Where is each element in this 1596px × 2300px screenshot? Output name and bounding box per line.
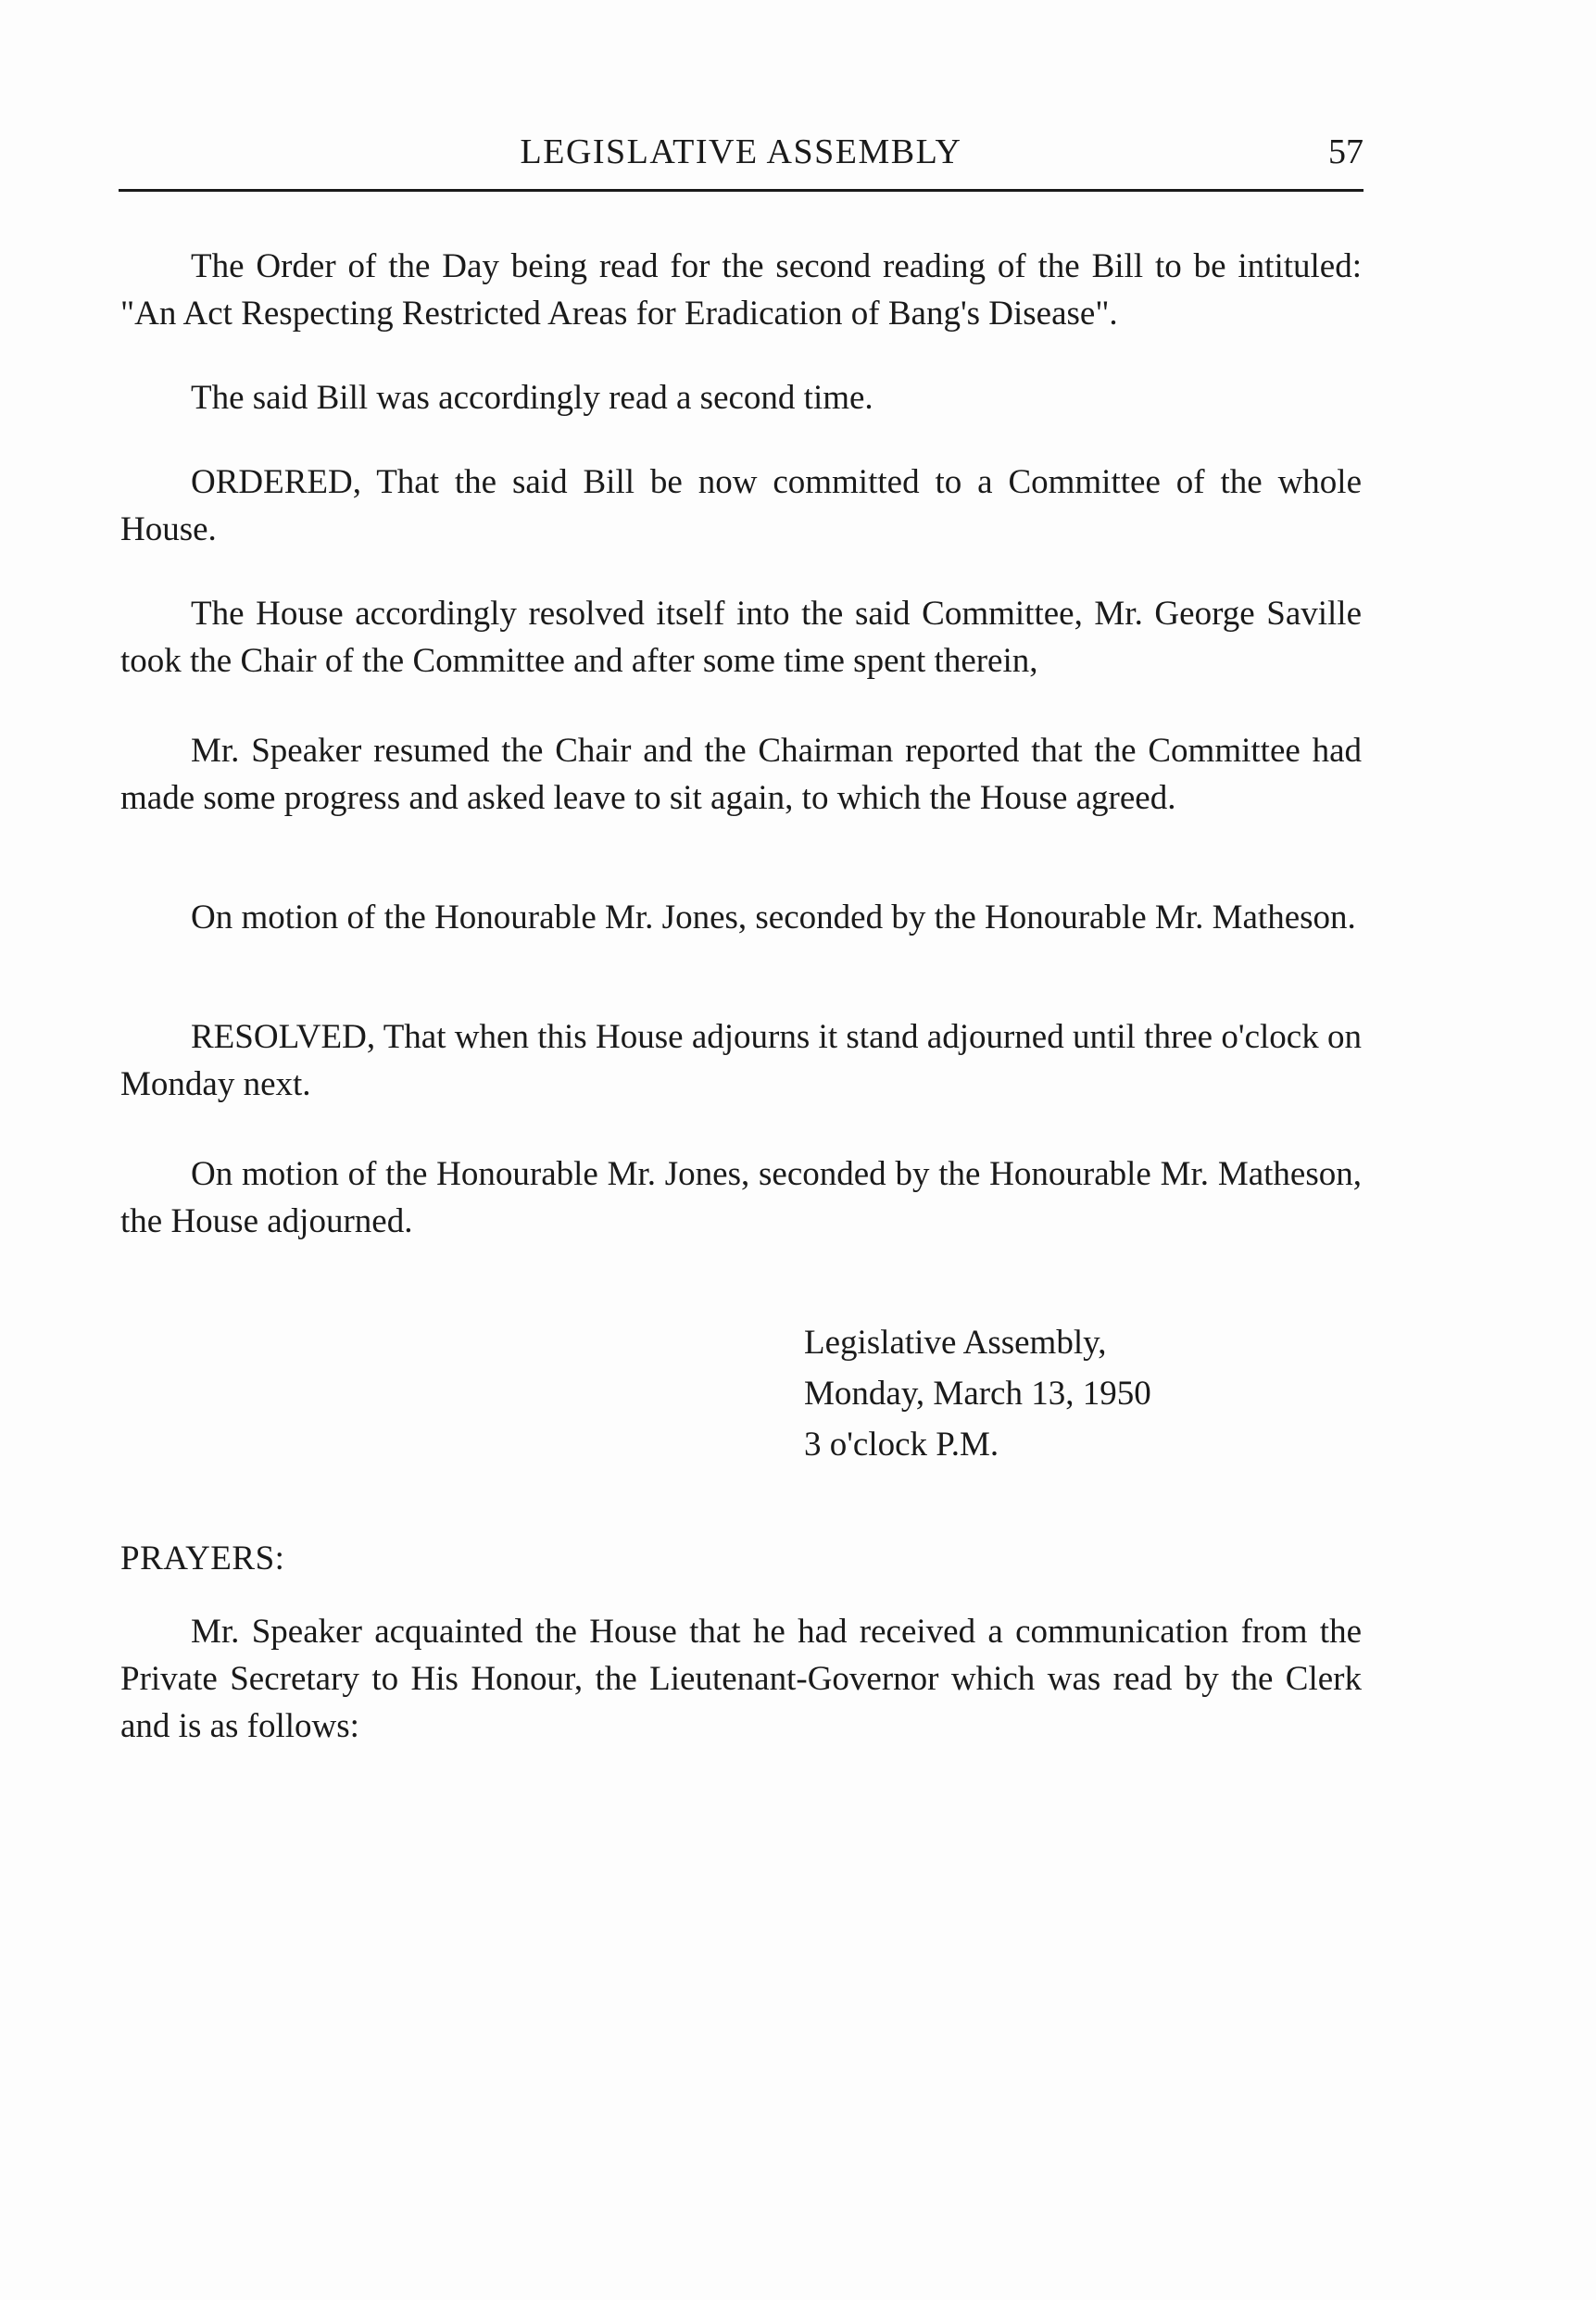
paragraph-order-of-day: The Order of the Day being read for the second reading of the Bill to be intituled: "An Act Respecting Restricted Areas for Eradication of Bang's Disease". bbox=[120, 247, 1362, 333]
page-header bbox=[119, 132, 1364, 187]
paragraph-ordered: ORDERED, That the said Bill be now committed to a Committee of the whole House. bbox=[120, 463, 1362, 548]
paragraph-resolved: RESOLVED, That when this House adjourns it stand adjourned until three o'clock on Monday next. bbox=[120, 1018, 1362, 1103]
paragraph-communication: Mr. Speaker acquainted the House that he had received a communication from the Private Secretary to His Honour, the Lieutenant-Governor which was read by the Clerk and is as follows: bbox=[120, 1613, 1362, 1745]
header-rule bbox=[119, 189, 1364, 192]
paragraph-motion-2: On motion of the Honourable Mr. Jones, seconded by the Honourable Mr. Matheson, the House adjourned. bbox=[120, 1155, 1362, 1240]
paragraph-speaker-resumed: Mr. Speaker resumed the Chair and the Chairman reported that the Committee had made some progress and asked leave to sit again, to which the House agreed. bbox=[120, 732, 1362, 817]
dateline-time: 3 o'clock P.M. bbox=[804, 1426, 999, 1464]
paragraph-committee: The House accordingly resolved itself into the said Committee, Mr. George Saville took the Chair of the Committee and after some time spent therein, bbox=[120, 595, 1362, 680]
dateline-place: Legislative Assembly, bbox=[804, 1324, 1107, 1362]
dateline-date: Monday, March 13, 1950 bbox=[804, 1375, 1151, 1413]
page-body bbox=[120, 243, 1362, 1750]
paragraph-second-reading: The said Bill was accordingly read a second time. bbox=[191, 379, 873, 417]
prayers-heading: PRAYERS: bbox=[120, 1540, 285, 1577]
running-title: LEGISLATIVE ASSEMBLY bbox=[520, 132, 962, 171]
dateline bbox=[804, 1317, 1362, 1470]
paragraph-motion-1: On motion of the Honourable Mr. Jones, seconded by the Honourable Mr. Matheson. bbox=[191, 899, 1356, 936]
page-number: 57 bbox=[1328, 132, 1364, 171]
